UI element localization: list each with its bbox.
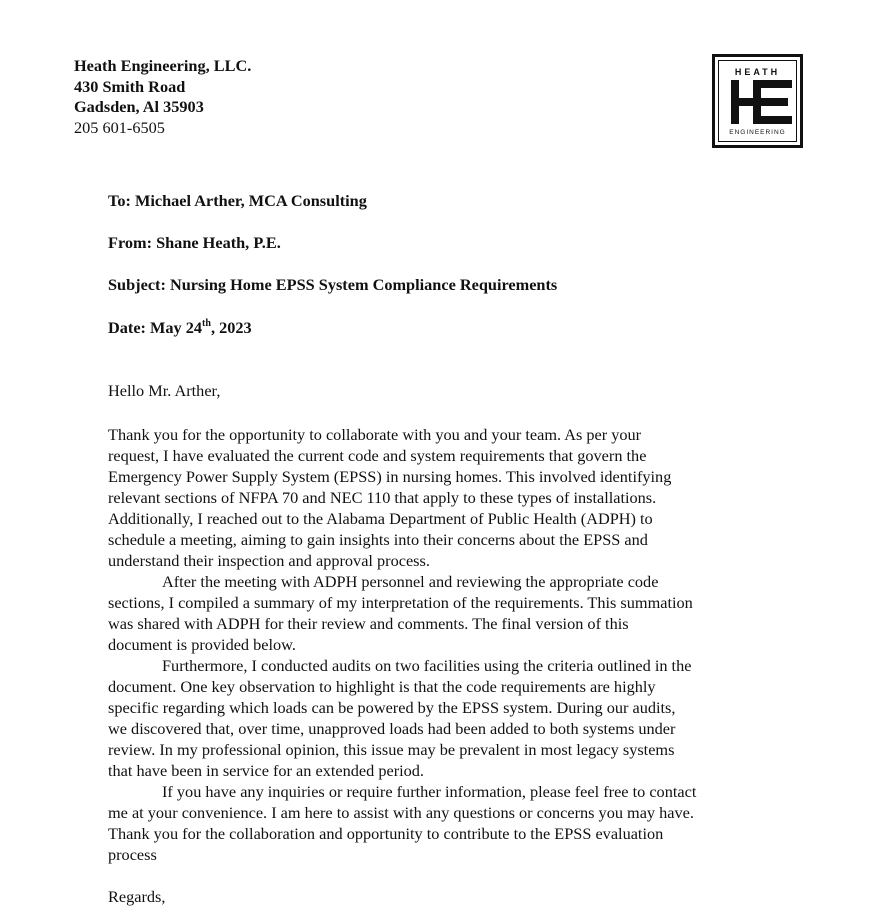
memo-to: To: Michael Arther, MCA Consulting bbox=[108, 191, 367, 210]
company-name: Heath Engineering, LLC. bbox=[74, 56, 252, 75]
paragraph-4 bbox=[108, 781, 778, 865]
body-line: Furthermore, I conducted audits on two facilities using the criteria outlined in the bbox=[162, 656, 692, 675]
body-line: If you have any inquiries or require further information, please feel free to contact bbox=[162, 782, 697, 801]
body-line: relevant sections of NFPA 70 and NEC 110 that apply to these types of installations. bbox=[108, 488, 657, 507]
letter-body bbox=[108, 424, 778, 865]
logo-top-text: HEATH bbox=[734, 67, 781, 77]
closing: Regards, bbox=[108, 887, 166, 906]
body-line: schedule a meeting, aiming to gain insights into their concerns about the EPSS and bbox=[108, 530, 648, 549]
paragraph-1 bbox=[108, 424, 778, 571]
paragraph-3 bbox=[108, 655, 778, 781]
body-line: sections, I compiled a summary of my interpretation of the requirements. This summation bbox=[108, 593, 693, 612]
body-line: was shared with ADPH for their review and comments. The final version of this bbox=[108, 614, 629, 633]
body-line: understand their inspection and approval process. bbox=[108, 551, 430, 570]
body-line: Additionally, I reached out to the Alabama Department of Public Health (ADPH) to bbox=[108, 509, 653, 528]
memo-date-prefix: Date: May 24 bbox=[108, 318, 203, 337]
body-line: document is provided below. bbox=[108, 635, 296, 654]
body-line: specific regarding which loads can be powered by the EPSS system. During our audits, bbox=[108, 698, 676, 717]
memo-subject: Subject: Nursing Home EPSS System Compliance Requirements bbox=[108, 275, 558, 294]
company-phone: 205 601-6505 bbox=[74, 117, 165, 137]
body-line: request, I have evaluated the current code and system requirements that govern the bbox=[108, 446, 647, 465]
body-line: me at your convenience. I am here to assist with any questions or concerns you may have. bbox=[108, 803, 694, 822]
paragraph-2 bbox=[108, 571, 778, 655]
company-city: Gadsden, Al 35903 bbox=[74, 97, 204, 116]
logo-frame bbox=[718, 60, 797, 142]
letterhead bbox=[74, 56, 251, 138]
body-line: Emergency Power Supply System (EPSS) in nursing homes. This involved identifying bbox=[108, 467, 672, 486]
body-line: Thank you for the opportunity to collaborate with you and your team. As per your bbox=[108, 425, 642, 444]
memo-date-ordinal: th bbox=[202, 317, 211, 329]
memo-from: From: Shane Heath, P.E. bbox=[108, 233, 281, 252]
logo-bottom-text: ENGINEERING bbox=[729, 129, 786, 136]
body-line: we discovered that, over time, unapproved loads had been added to both systems under bbox=[108, 719, 676, 738]
body-line: document. One key observation to highlight is that the code requirements are highly bbox=[108, 677, 656, 696]
logo-he-mark bbox=[731, 80, 792, 124]
company-street: 430 Smith Road bbox=[74, 76, 186, 96]
body-line: review. In my professional opinion, this issue may be prevalent in most legacy systems bbox=[108, 740, 675, 759]
body-line: process bbox=[108, 845, 157, 864]
body-line: Thank you for the collaboration and opportunity to contribute to the EPSS evaluation bbox=[108, 824, 664, 843]
body-line: that have been in service for an extended period. bbox=[108, 761, 424, 780]
memo-date bbox=[108, 318, 252, 338]
memo-date-suffix: , 2023 bbox=[210, 318, 252, 337]
greeting: Hello Mr. Arther, bbox=[108, 381, 221, 400]
company-logo bbox=[712, 54, 803, 148]
body-line: After the meeting with ADPH personnel and reviewing the appropriate code bbox=[162, 572, 659, 591]
